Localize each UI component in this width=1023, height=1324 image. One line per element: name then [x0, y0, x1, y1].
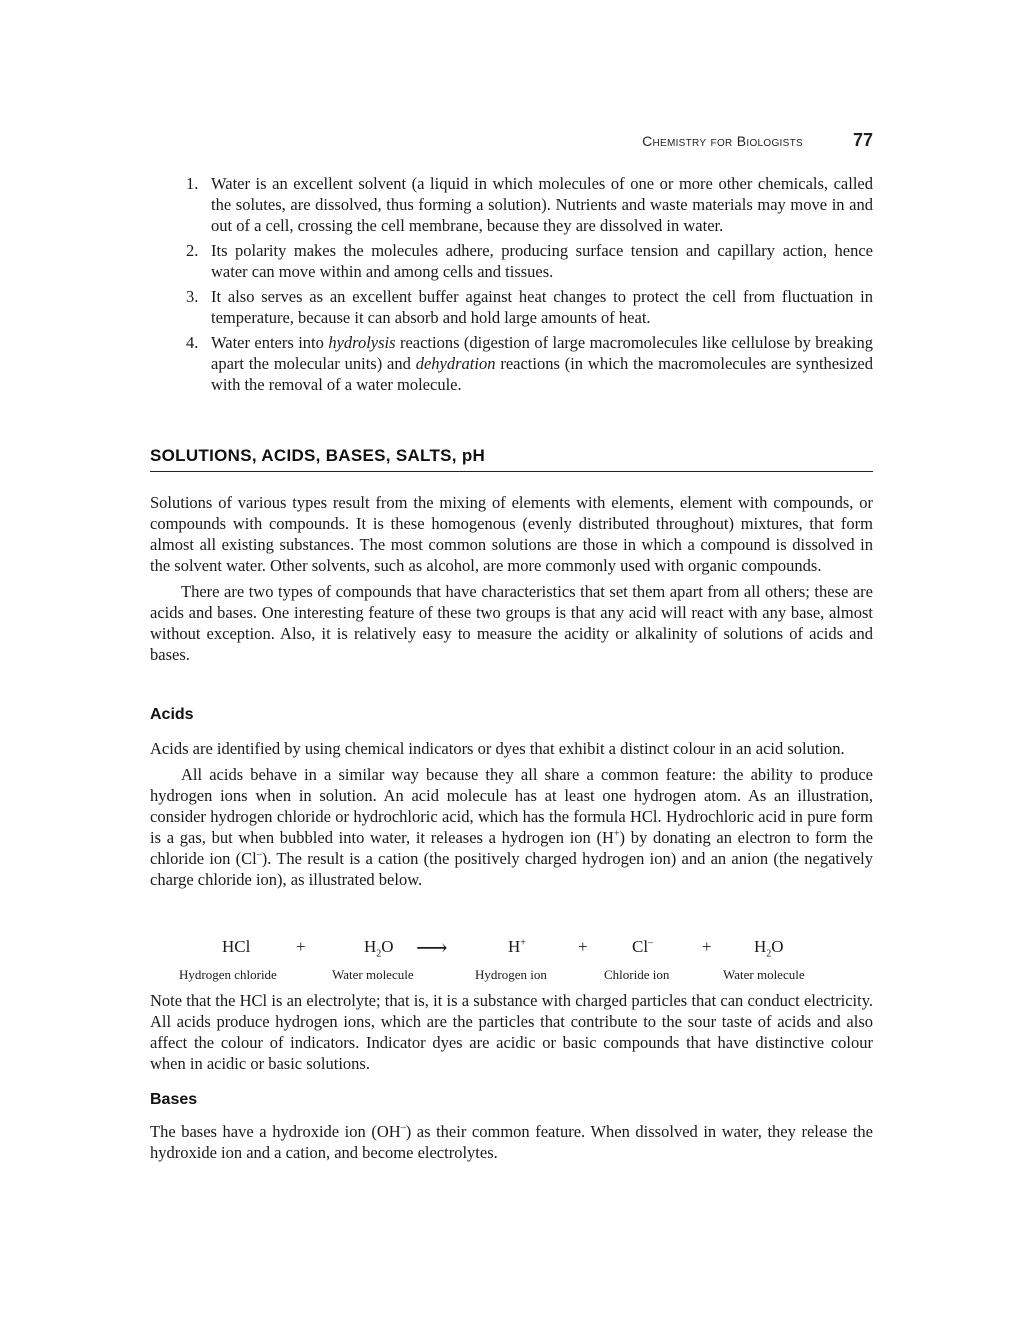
superscript: + — [520, 937, 526, 949]
italic-term: hydrolysis — [328, 333, 396, 352]
paragraph-part: All acids behave in a similar way because they all share a common feature: the ability to produce hydrogen ions when in solution. An acid molecule has at least one hydrogen atom. As an illustration, consider hydrogen chloride or hydrochloric acid, which has the formula HCl. Hydrochloric acid in pure form is a gas, but when bubbled into water, it releases a hydrogen ion (H — [150, 765, 873, 847]
italic-term: dehydration — [415, 354, 496, 373]
acids-note — [150, 990, 873, 1079]
equation-label: Water molecule — [723, 967, 805, 982]
paragraph-part: ) as their common feature. When dissolved in water, they release the hydroxide ion and a cation, and become electrolytes. — [150, 1122, 873, 1162]
equation-label: Water molecule — [332, 967, 414, 982]
equation-row — [150, 937, 873, 961]
element-symbol: H — [508, 937, 521, 956]
hydrogen-ion-formula — [508, 937, 526, 957]
water-formula — [364, 937, 394, 960]
list-text-part: reactions (in which the macromolecules are synthesized with the removal of a water molecule. — [211, 354, 873, 394]
element-symbol: Cl — [632, 937, 649, 956]
equation-label: Hydrogen chloride — [179, 967, 277, 982]
acids-heading: Acids — [150, 706, 194, 723]
section-solutions — [150, 446, 873, 472]
plus-sign: + — [296, 937, 306, 956]
water-formula — [754, 937, 784, 960]
equation-label: Chloride ion — [604, 967, 670, 982]
acids-body — [150, 738, 873, 895]
subscript: 2 — [766, 948, 772, 960]
list-item — [150, 332, 873, 395]
equation-labels — [150, 967, 873, 985]
paragraph — [150, 1121, 873, 1163]
superscript: + — [613, 828, 620, 840]
acids-section — [150, 706, 873, 724]
solutions-body — [150, 492, 873, 670]
chemical-equation — [150, 937, 873, 987]
element-symbol: O — [381, 937, 394, 956]
element-symbol: H — [754, 937, 767, 956]
paragraph: Note that the HCl is an electrolyte; that is, it is a substance with charged particles that can conduct electricity. All acids produce hydrogen ions, which are the particles that contribute to the sour taste of acids and also affect the colour of indicators. Indicator dyes are acidic or basic compounds that have distinctive colour when in acidic or basic solutions. — [150, 991, 873, 1073]
running-title: Chemistry for Biologists — [642, 133, 803, 149]
list-text: It also serves as an excellent buffer against heat changes to protect the cell from fluctuation in temperature, because it can absorb and hold large amounts of heat. — [211, 287, 873, 327]
equation-label: Hydrogen ion — [475, 967, 547, 982]
bases-section — [150, 1091, 873, 1109]
paragraph: There are two types of compounds that have characteristics that set them apart from all others; these are acids and bases. One interesting feature of these two groups is that any acid will react with any base, almost without exception. Also, it is relatively easy to measure the acidity or alkalinity of solutions of acids and bases. — [150, 582, 873, 664]
hcl-formula: HCl — [222, 937, 251, 956]
list-item — [150, 286, 873, 328]
superscript: – — [400, 1122, 406, 1134]
element-symbol: H — [364, 937, 377, 956]
paragraph: Acids are identified by using chemical indicators or dyes that exhibit a distinct colour in an acid solution. — [150, 739, 845, 758]
bases-body — [150, 1121, 873, 1168]
section-heading: SOLUTIONS, ACIDS, BASES, SALTS, pH — [150, 446, 873, 472]
superscript: – — [256, 849, 262, 861]
list-text: Its polarity makes the molecules adhere, producing surface tension and capillary action, hence water can move within and among cells and tissues. — [211, 241, 873, 281]
plus-sign: + — [702, 937, 712, 956]
chloride-ion-formula — [632, 937, 653, 957]
superscript: – — [648, 937, 654, 949]
running-header — [150, 130, 873, 154]
subscript: 2 — [376, 948, 382, 960]
list-number: 2. — [186, 241, 199, 260]
list-number: 1. — [186, 174, 199, 193]
list-number: 4. — [186, 333, 199, 352]
list-text-part: Water enters into — [211, 333, 329, 352]
list-item — [150, 173, 873, 236]
paragraph — [150, 764, 873, 890]
bases-heading: Bases — [150, 1091, 198, 1108]
page-number: 77 — [852, 130, 873, 150]
list-number: 3. — [186, 287, 199, 306]
paragraph-part: ) by donating an electron to form the chloride ion (Cl — [150, 828, 873, 868]
water-properties-list — [150, 173, 873, 399]
element-symbol: O — [771, 937, 784, 956]
plus-sign: + — [578, 937, 588, 956]
list-item — [150, 240, 873, 282]
list-text-part: reactions (digestion of large macromolecules like cellulose by breaking apart the molecular units) and — [211, 333, 874, 373]
paragraph: Solutions of various types result from the mixing of elements with elements, element with compounds, or compounds with compounds. It is these homogenous (evenly distributed throughout) mixtures, that form almost all existing substances. The most common solutions are those in which a compound is dissolved in the solvent water. Other solvents, such as alcohol, are more commonly used with organic compounds. — [150, 493, 873, 575]
list-text: Water is an excellent solvent (a liquid in which molecules of one or more other chemicals, called the solutes, are dissolved, thus forming a solution). Nutrients and waste materials may move in and out of a cell, crossing the cell membrane, because they are dissolved in water. — [211, 174, 873, 235]
paragraph-part: ). The result is a cation (the positively charged hydrogen ion) and an anion (the negatively charge chloride ion), as illustrated below. — [150, 849, 873, 889]
paragraph-part: The bases have a hydroxide ion (OH — [150, 1122, 401, 1141]
reaction-arrow: ⟶ — [416, 935, 448, 960]
